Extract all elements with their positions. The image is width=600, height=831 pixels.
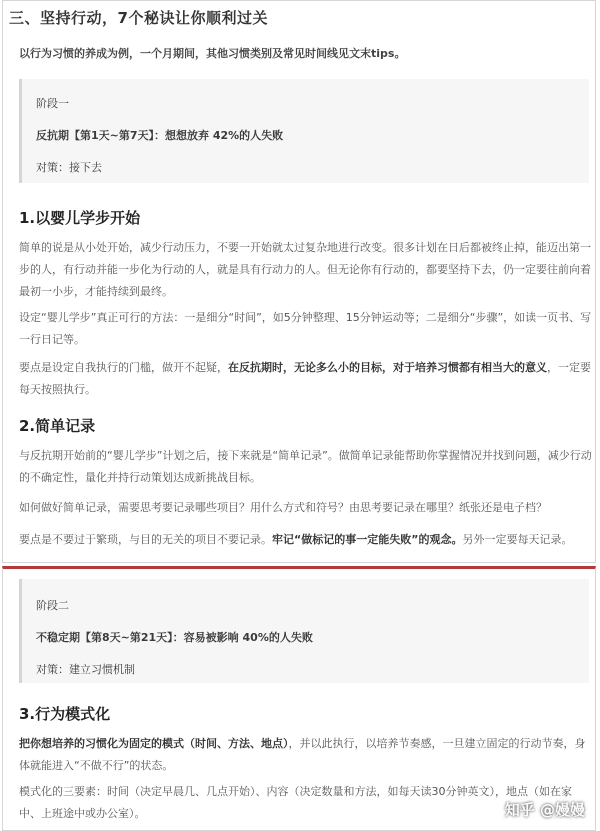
watermark: 知乎 @嫚嫚 (504, 801, 585, 819)
stage2-quote-block (19, 579, 589, 683)
item3-paragraph-2: 模式化的三要素：时间（决定早晨几、几点开始）、内容（决定数量和方法，如每天读30分钟英文），地点（如在家中、上班途中或办公室）。 (19, 785, 572, 820)
item3-heading: 3.行为模式化 (19, 705, 111, 723)
stage1-title: 反抗期【第1天~第7天】：想想放弃 42%的人失败 (36, 129, 284, 142)
intro-text: 以行为习惯的养成为例，一个月期间，其他习惯类别及常见时间线见文末tips。 (19, 47, 406, 60)
item1-paragraph-3: 要点是设定自我执行的门槛，做开不起疑，在反抗期时，无论多么小的目标，对于培养习惯都有相当大的意义，一定要每天按照执行。 (19, 361, 591, 396)
item1-heading: 1.以婴儿学步开始 (19, 209, 141, 227)
item2-paragraph-2: 如何做好简单记录，需要思考要记录哪些项目？用什么方式和符号？由思考要记录在哪里？纸张还是电子档？ (19, 501, 547, 514)
article-panel-top (2, 0, 596, 563)
stage1-strategy: 对策：接下去 (36, 161, 102, 174)
item3-paragraph-1: 把你想培养的习惯化为固定的模式（时间、方法、地点），并以此执行，以培养节奏感，一旦建立固定的行动节奏，身体就能进入“不做不行”的状态。 (19, 737, 586, 772)
section-heading: 三、坚持行动，7个秘诀让你顺利过关 (9, 9, 268, 27)
item1-paragraph-1: 简单的说是从小处开始，减少行动压力，不要一开始就太过复杂地进行改变。很多计划在日后都被终止掉，能迈出第一步的人，有行动并能一步化为行动的人，就是具有行动力的人。但无论你有行动的，都要坚持下去，仍一定要往前向着最初一小步，才能持续到最终。 (19, 241, 591, 298)
stage2-strategy: 对策：建立习惯机制 (36, 663, 135, 676)
stage1-label: 阶段一 (36, 97, 69, 110)
item2-paragraph-1: 与反抗期开始前的“婴儿学步”计划之后，接下来就是“简单记录”。做简单记录能帮助你掌握情况并找到问题，减少行动的不确定性，量化并持行动策划达成新挑战目标。 (19, 449, 592, 484)
item2-paragraph-3: 要点是不要过于繁琐，与目的无关的项目不要记录。牢记“做标记的事一定能失败”的观念。另外一定要每天记录。 (19, 533, 573, 546)
stage2-label: 阶段二 (36, 599, 69, 612)
stage1-quote-block (19, 79, 589, 183)
item2-heading: 2.简单记录 (19, 417, 96, 435)
stage2-title: 不稳定期【第8天~第21天】：容易被影响 40%的人失败 (36, 631, 313, 644)
article-panel-bottom (2, 566, 596, 831)
item1-paragraph-2: 设定“婴儿学步”真正可行的方法：一是细分“时间”，如5分钟整理、15分钟运动等；二是细分“步骤”，如读一页书、写一行日记等。 (19, 311, 592, 346)
